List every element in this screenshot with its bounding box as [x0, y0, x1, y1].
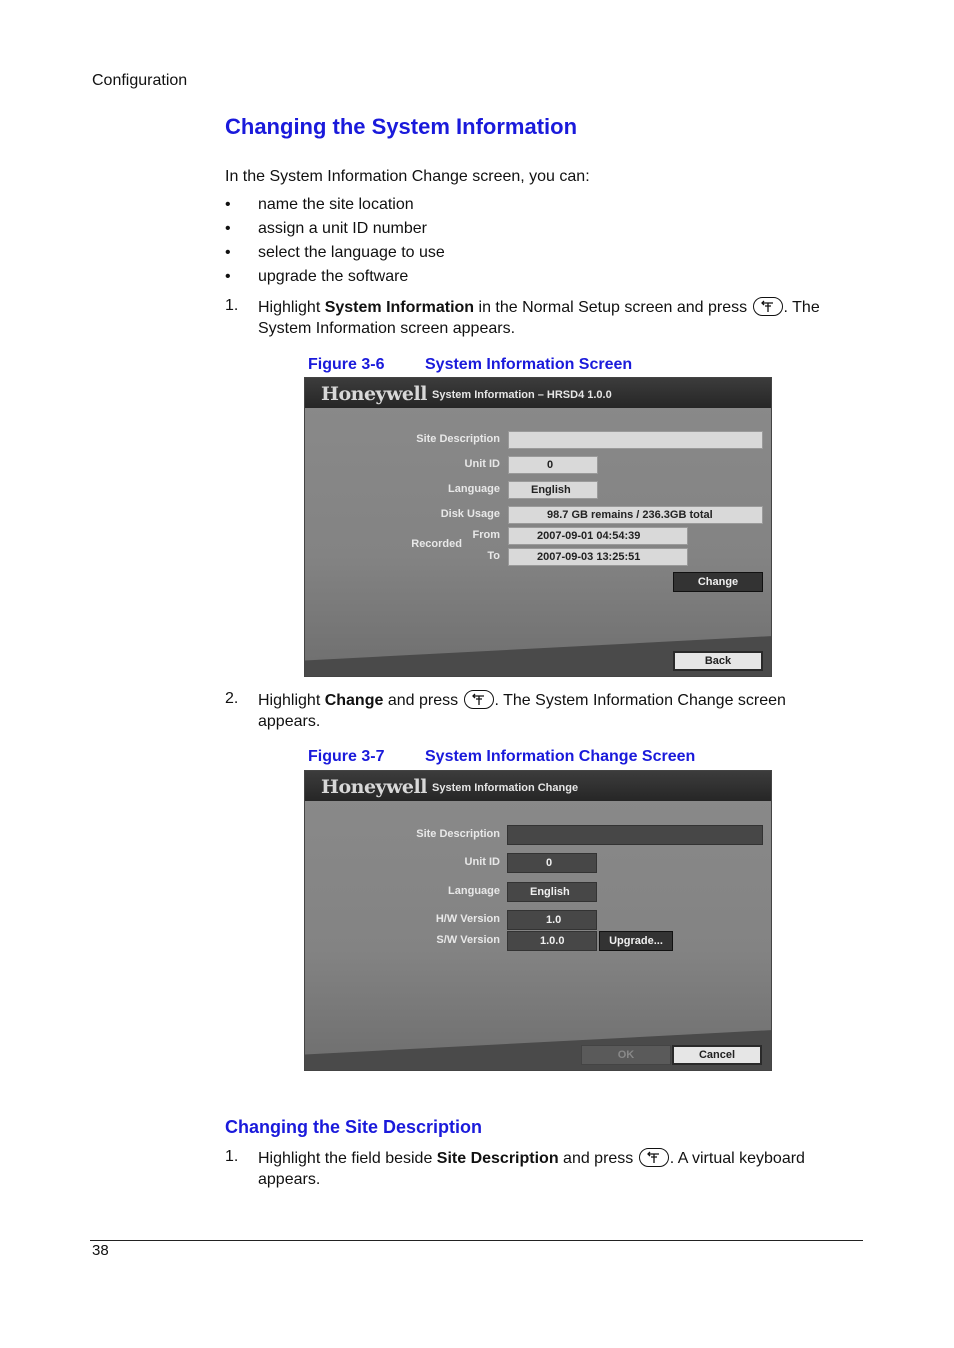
to-label: To	[487, 550, 500, 562]
running-header: Configuration	[92, 72, 188, 89]
site-description-field[interactable]	[507, 825, 763, 845]
language-label: Language	[448, 885, 500, 897]
recorded-from-field: 2007-09-01 04:54:39	[508, 527, 688, 545]
step-number: 1.	[225, 297, 239, 314]
bullet-item: upgrade the software	[258, 268, 409, 285]
step-number: 1.	[225, 1148, 239, 1165]
figure-number: Figure 3-7	[308, 748, 385, 765]
bullet-item: select the language to use	[258, 244, 445, 261]
step-text: . The	[783, 299, 820, 316]
bullet-dot: •	[225, 244, 231, 261]
step-bold: System Information	[324, 299, 475, 316]
unit-id-label: Unit ID	[464, 856, 500, 868]
enter-key-icon	[753, 297, 783, 316]
hw-version-label: H/W Version	[435, 913, 500, 925]
change-button[interactable]: Change	[673, 572, 763, 592]
step-text: Highlight	[258, 299, 325, 316]
bullet-item: assign a unit ID number	[258, 220, 427, 237]
bullet-dot: •	[225, 268, 231, 285]
disk-usage-label: Disk Usage	[440, 508, 500, 520]
recorded-to-field: 2007-09-03 13:25:51	[508, 548, 688, 566]
page-number: 38	[92, 1242, 109, 1259]
footer-rule	[90, 1240, 863, 1241]
system-information-screen	[304, 377, 772, 677]
enter-key-icon	[464, 690, 494, 709]
step-bold: Change	[324, 692, 384, 709]
honeywell-logo: Honeywell	[321, 776, 427, 798]
step-text: and press	[383, 692, 463, 709]
screen-titlebar	[305, 378, 771, 408]
site-description-label: Site Description	[416, 433, 500, 445]
disk-usage-field: 98.7 GB remains / 236.3GB total	[508, 506, 763, 524]
figure-title: System Information Screen	[425, 356, 633, 373]
step-3-text	[258, 1148, 858, 1190]
step-text: System Information screen appears.	[258, 320, 516, 337]
subsection-heading: Changing the Site Description	[225, 1117, 483, 1137]
unit-id-label: Unit ID	[464, 458, 500, 470]
unit-id-field[interactable]: 0	[508, 456, 598, 474]
bullet-dot: •	[225, 196, 231, 213]
sw-version-field: 1.0.0	[507, 931, 597, 951]
bullet-item: name the site location	[258, 196, 414, 213]
intro-text: In the System Information Change screen, you can:	[225, 168, 590, 185]
step-1-text	[258, 297, 858, 339]
step-text: Highlight	[258, 692, 325, 709]
language-field[interactable]: English	[508, 481, 598, 499]
site-description-field[interactable]	[508, 431, 763, 449]
step-text: Highlight the field beside	[258, 1150, 437, 1167]
figure-title: System Information Change Screen	[425, 748, 696, 765]
screen-titlebar	[305, 771, 771, 801]
screen-title: System Information Change	[432, 782, 579, 794]
language-label: Language	[448, 483, 500, 495]
step-text: and press	[558, 1150, 638, 1167]
figure-number: Figure 3-6	[308, 356, 385, 373]
bullet-dot: •	[225, 220, 231, 237]
step-text: appears.	[258, 1171, 321, 1188]
from-label: From	[472, 529, 500, 541]
ok-button[interactable]: OK	[581, 1045, 671, 1065]
step-text: . A virtual keyboard	[669, 1150, 805, 1167]
unit-id-field[interactable]: 0	[507, 853, 597, 873]
site-description-label: Site Description	[416, 828, 500, 840]
screen-title: System Information – HRSD4 1.0.0	[432, 389, 612, 401]
step-text: . The System Information Change screen	[494, 692, 786, 709]
upgrade-button[interactable]: Upgrade...	[599, 931, 673, 951]
step-number: 2.	[225, 690, 239, 707]
sw-version-label: S/W Version	[436, 934, 500, 946]
hw-version-field: 1.0	[507, 910, 597, 930]
step-2-text	[258, 690, 858, 732]
cancel-button[interactable]: Cancel	[672, 1045, 762, 1065]
enter-key-icon	[639, 1148, 669, 1167]
back-button[interactable]: Back	[673, 651, 763, 671]
honeywell-logo: Honeywell	[321, 383, 427, 405]
system-information-change-screen	[304, 770, 772, 1071]
step-text: in the Normal Setup screen and press	[474, 299, 752, 316]
step-text: appears.	[258, 713, 321, 730]
step-bold: Site Description	[436, 1150, 559, 1167]
language-field[interactable]: English	[507, 882, 597, 902]
recorded-label: Recorded	[411, 538, 462, 550]
section-heading: Changing the System Information	[225, 114, 578, 139]
